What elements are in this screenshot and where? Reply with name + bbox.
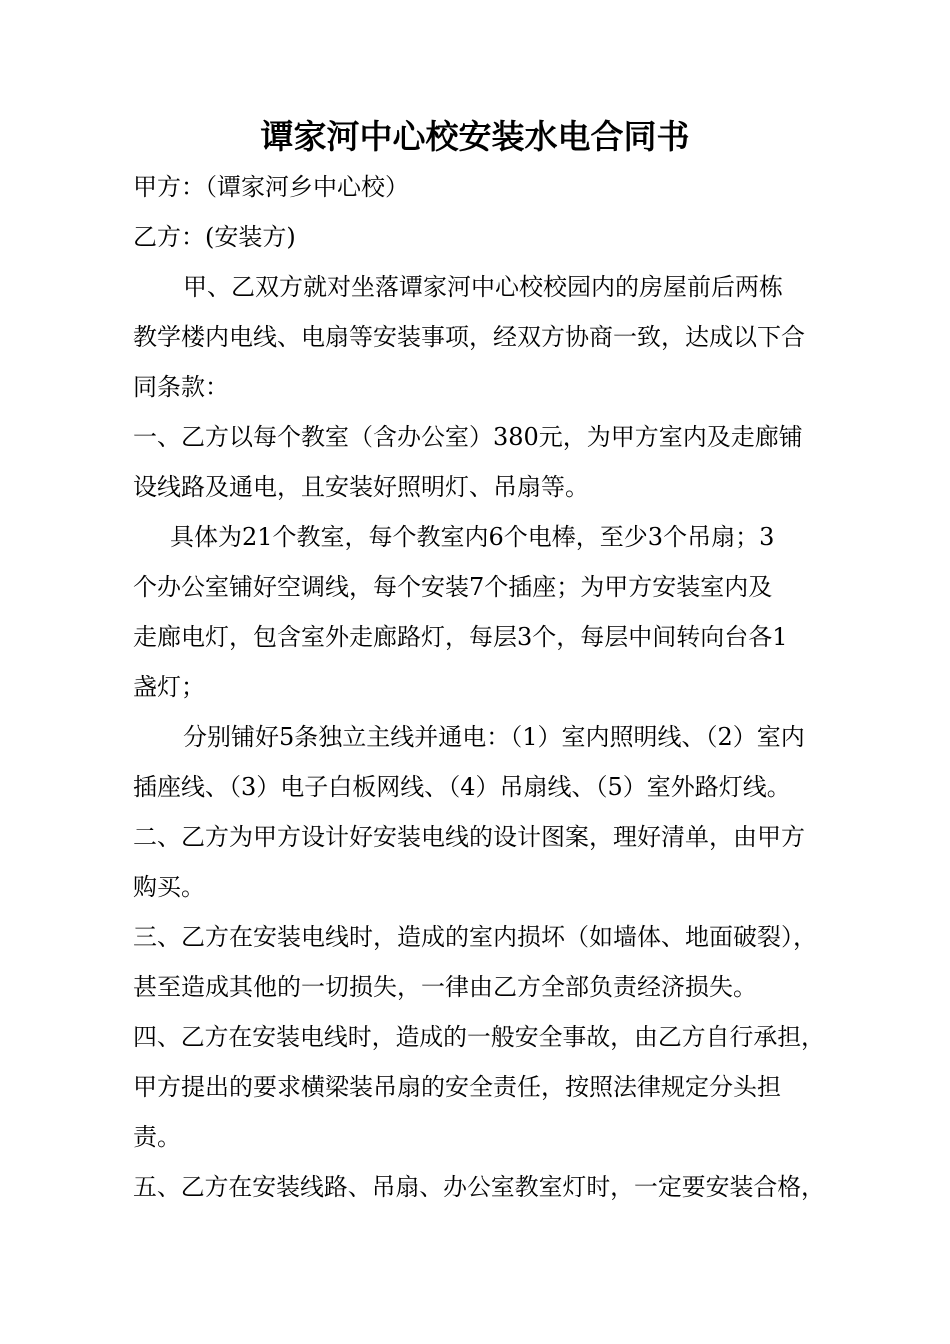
- clause-line: 甲方提出的要求横梁装吊扇的安全责任，按照法律规定分头担: [133, 1073, 781, 1101]
- paragraph-line: 盏灯；: [133, 673, 205, 701]
- document-title: 谭家河中心校安装水电合同书: [260, 117, 690, 156]
- clause-line: 购买。: [133, 873, 205, 901]
- paragraph-line: 甲、乙双方就对坐落谭家河中心校校园内的房屋前后两栋: [183, 273, 783, 301]
- clause-line: 三、乙方在安装电线时，造成的室内损坏（如墙体、地面破裂），: [133, 923, 817, 951]
- clause-line: 四、乙方在安装电线时，造成的一般安全事故，由乙方自行承担，: [133, 1023, 825, 1051]
- paragraph-line: 插座线、（3）电子白板网线、（4）吊扇线、（5）室外路灯线。: [133, 773, 791, 801]
- paragraph-line: 走廊电灯，包含室外走廊路灯，每层3个，每层中间转向台各1: [133, 623, 788, 651]
- paragraph-line: 同条款：: [133, 373, 229, 401]
- clause-line: 二、乙方为甲方设计好安装电线的设计图案，理好清单，由甲方: [133, 823, 805, 851]
- paragraph-line: 教学楼内电线、电扇等安装事项，经双方协商一致，达成以下合: [133, 323, 805, 351]
- clause-line: 责。: [133, 1123, 181, 1151]
- paragraph-line: 分别铺好5条独立主线并通电：（1）室内照明线、（2）室内: [183, 723, 805, 751]
- party-a-line: 甲方：（谭家河乡中心校）: [133, 173, 409, 201]
- party-b-line: 乙方：(安装方): [133, 223, 296, 251]
- paragraph-line: 个办公室铺好空调线，每个安装7个插座；为甲方安装室内及: [133, 573, 773, 601]
- clause-line: 一、乙方以每个教室（含办公室）380元，为甲方室内及走廊铺: [133, 423, 803, 451]
- clause-line: 五、乙方在安装线路、吊扇、办公室教室灯时，一定要安装合格，: [133, 1173, 825, 1201]
- clause-line: 甚至造成其他的一切损失，一律由乙方全部负责经济损失。: [133, 973, 757, 1001]
- clause-line: 设线路及通电，且安装好照明灯、吊扇等。: [133, 473, 589, 501]
- paragraph-line: 具体为21个教室，每个教室内6个电棒，至少3个吊扇；3: [170, 523, 775, 551]
